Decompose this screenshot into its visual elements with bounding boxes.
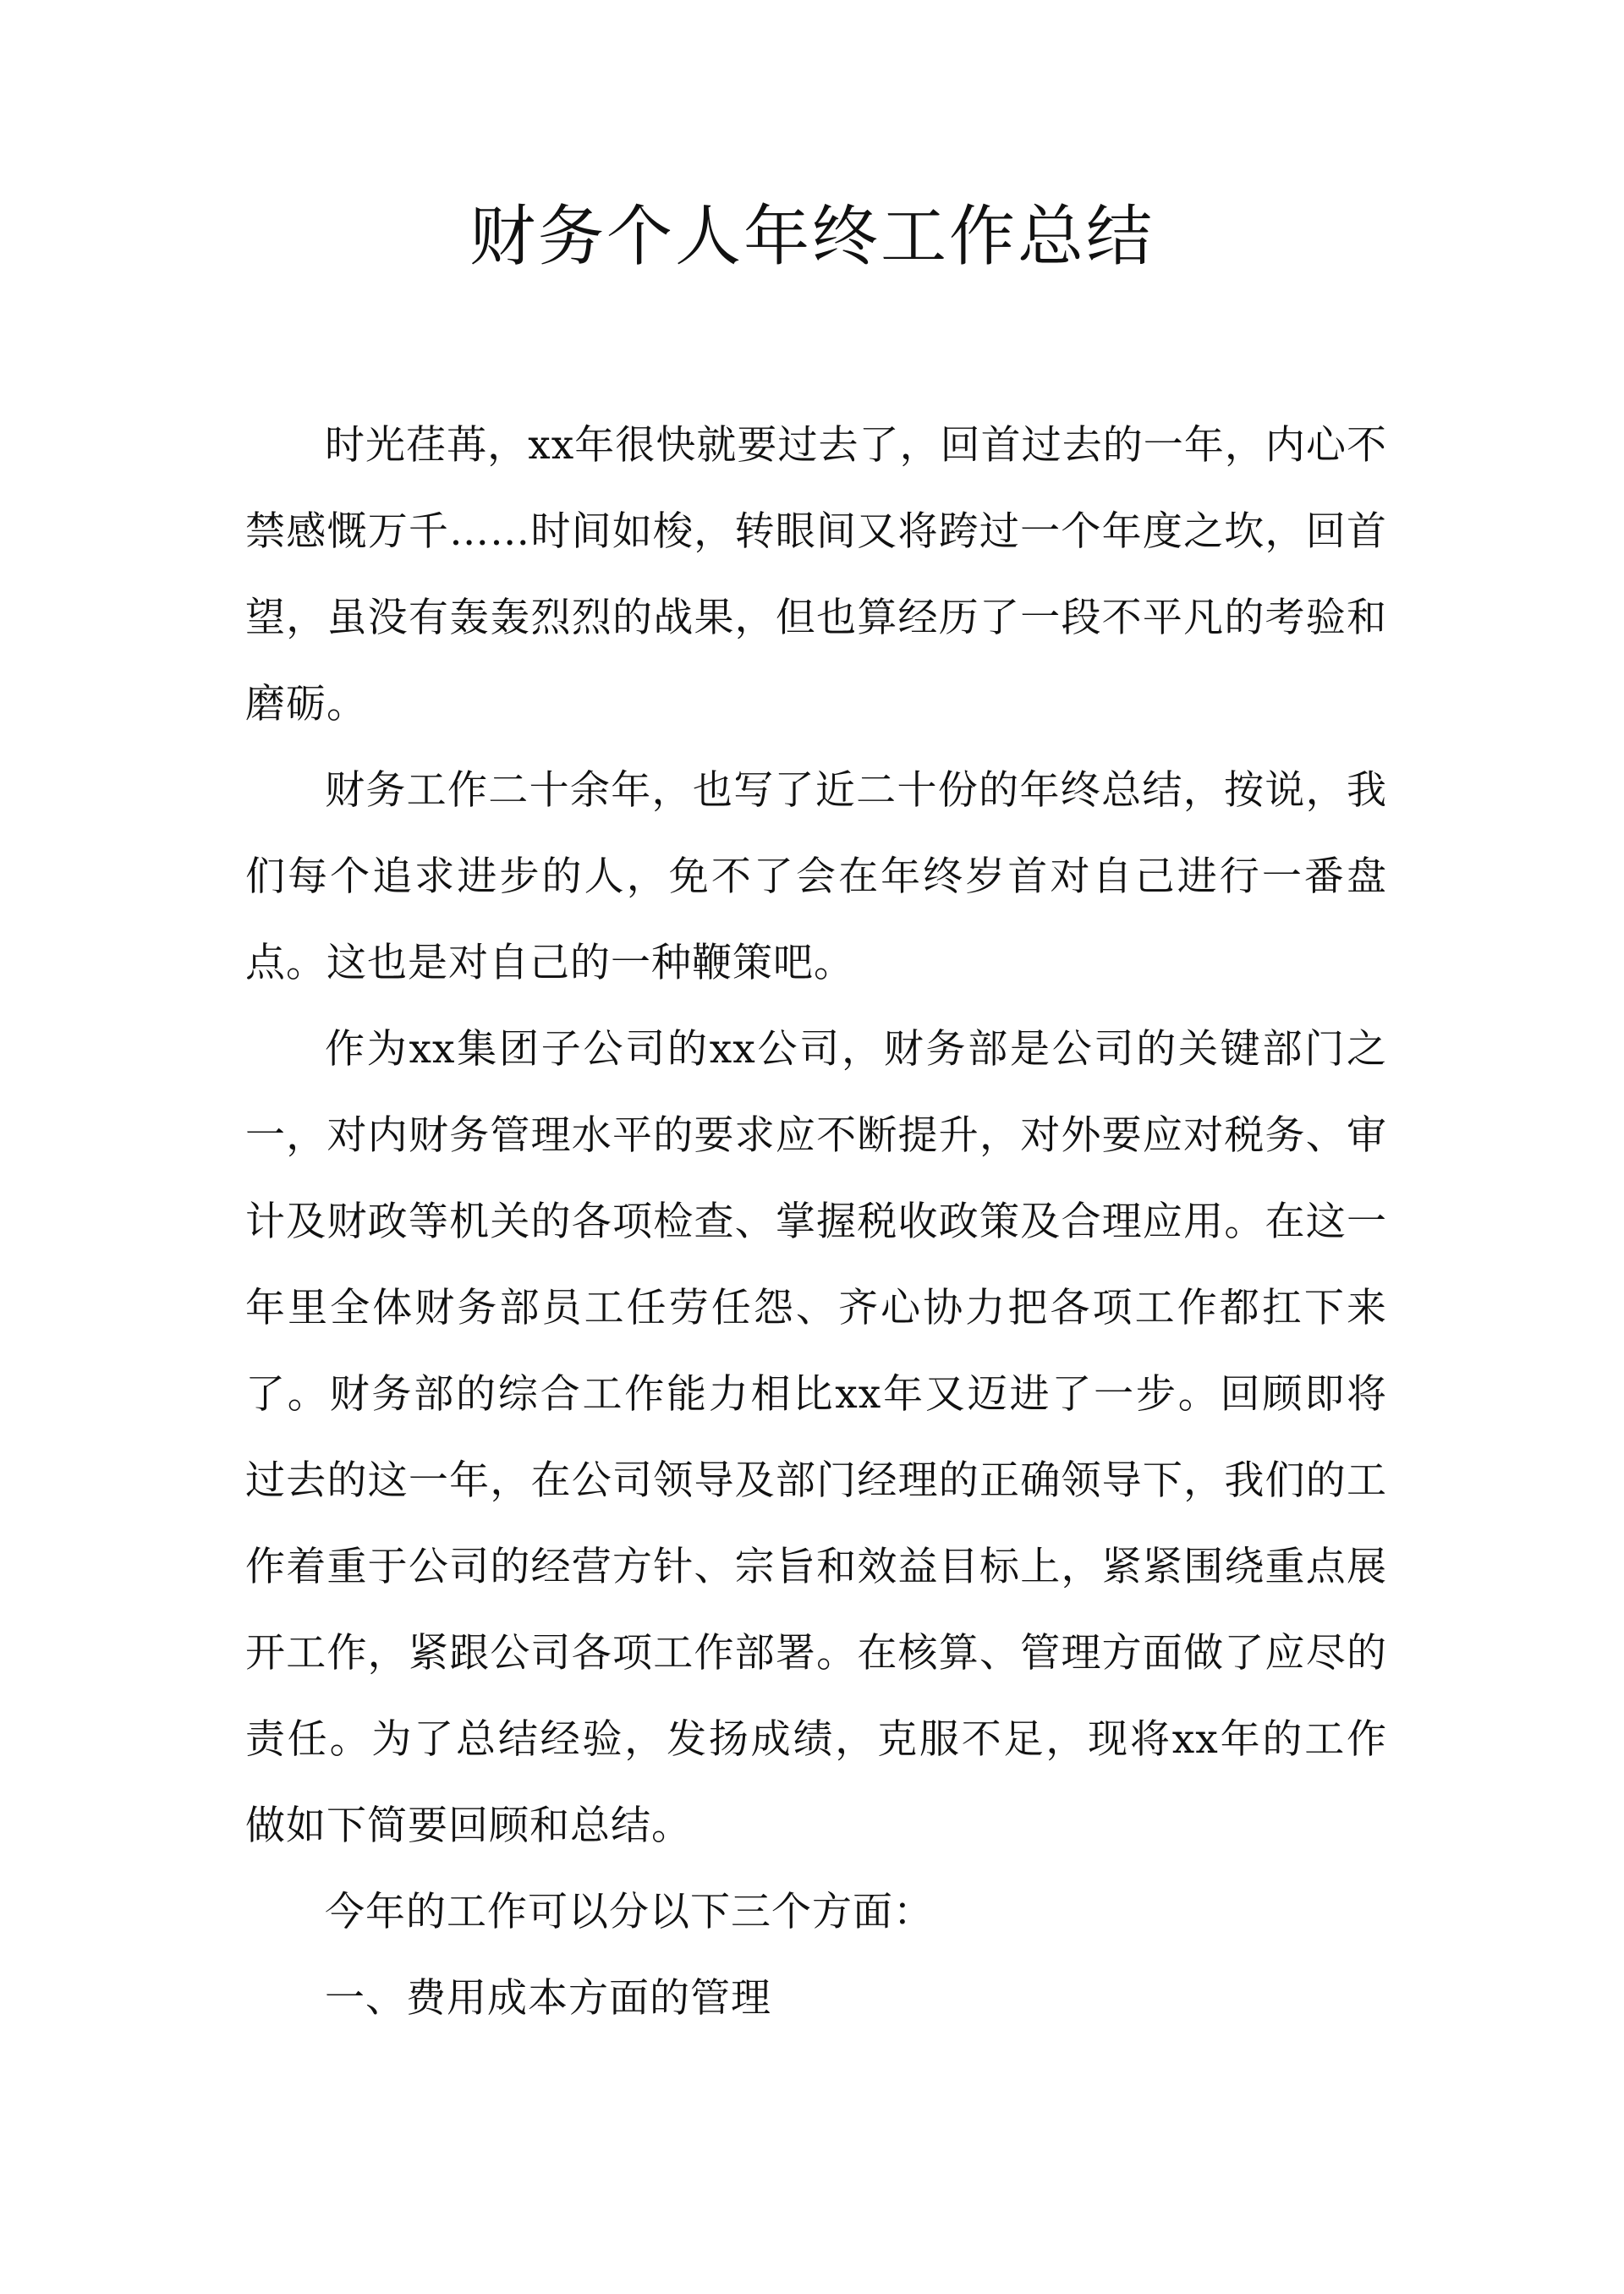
paragraph-department: 作为xx集团子公司的xx公司，财务部是公司的关键部门之一，对内财务管理水平的要求应不断提升，对外要应对税务、审计及财政等机关的各项检查、掌握税收政策及合理应用。在这一年里全体财务部员工任劳任怨、齐心协力把各项工作都扛下来了。财务部的综合工作能力相比xx年又迈进了一步。回顾即将过去的这一年，在公司领导及部门经理的正确领导下，我们的工作着重于公司的经营方针、宗旨和效益目标上，紧紧围绕重点展开工作，紧跟公司各项工作部署。在核算、管理方面做了应尽的责任。为了总结经验，发扬成绩，克服不足，现将xx年的工作做如下简要回顾和总结。 — [245, 1026, 1387, 1849]
section-heading-cost-management: 一、费用成本方面的管理 — [325, 1975, 771, 2022]
document-title: 财务个人年终工作总结 — [469, 199, 1155, 275]
paragraph-overview: 今年的工作可以分以下三个方面： — [325, 1889, 934, 1935]
paragraph-experience: 财务工作二十余年，也写了近二十份的年终总结，按说，我们每个追求进步的人，免不了会在年终岁首对自己进行一番盘点。这也是对自己的一种鞭策吧。 — [245, 767, 1387, 986]
document-body — [245, 403, 1387, 2042]
paragraph-intro: 时光荏苒，xx年很快就要过去了，回首过去的一年，内心不禁感慨万千……时间如梭，转眼间又将跨过一个年度之坎，回首望，虽没有轰轰烈烈的战果，但也算经历了一段不平凡的考验和磨砺。 — [245, 422, 1387, 727]
